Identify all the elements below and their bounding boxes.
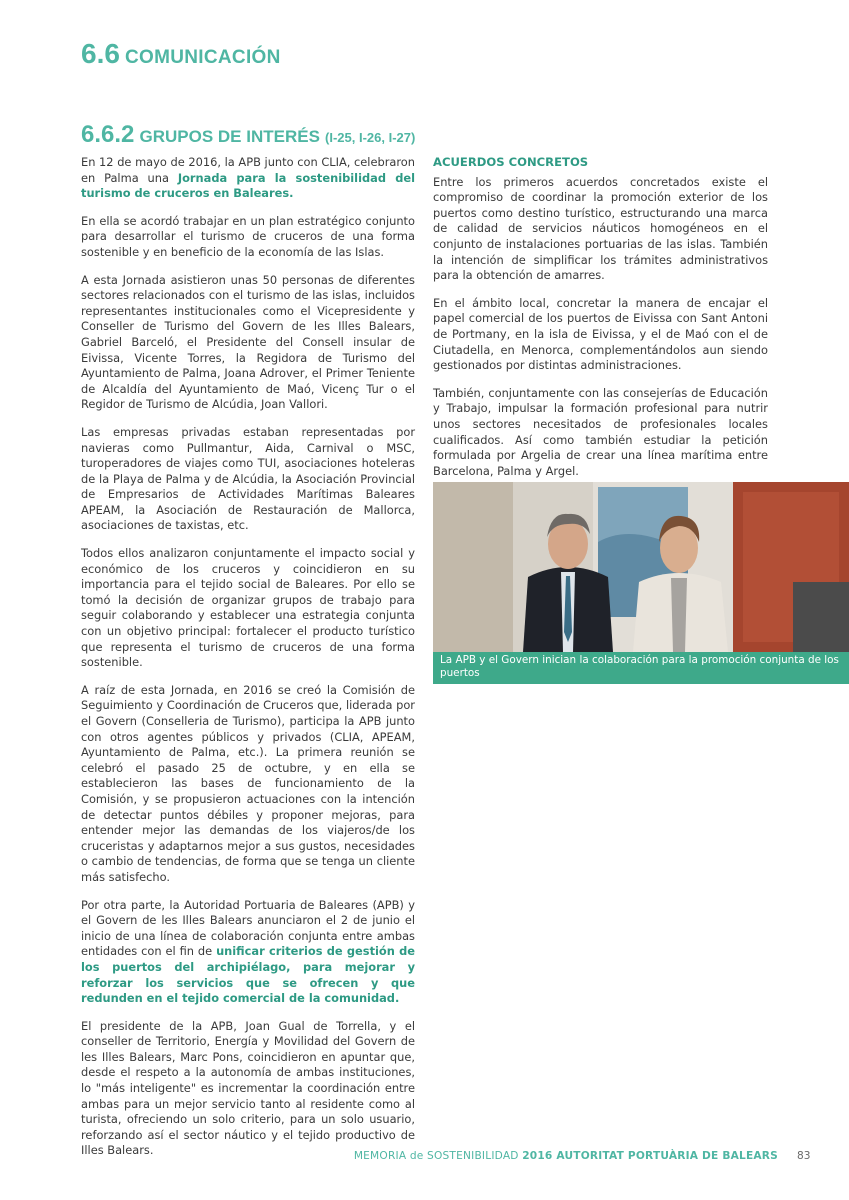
photo-caption: La APB y el Govern inician la colaboración para la promoción conjunta de los puertos [433, 652, 849, 684]
meeting-photo [433, 482, 849, 652]
paragraph-3: A esta Jornada asistieron unas 50 personas de diferentes sectores relacionados con el turismo de las islas, incluidos representantes institucionales como el Vicepresidente y Conseller de Turismo del Govern de les Illes Balears, Gabriel Barceló, el Presidente del Consell insular de Eivissa, Vicente Torres, la Regidora de Turismo del Ayuntamiento de Palma, Joana Adrover, el Primer Teniente de Alcaldía del Ayuntamiento de Maó, Vicenç Tur o el Regidor de Turismo de Alcúdia, Joan Vallori. [81, 272, 415, 412]
paragraph-7 [81, 898, 415, 1007]
paragraph-text: En 12 de mayo de 2016, la APB junto con CLIA, celebraron en Palma una [81, 155, 415, 185]
paragraph-5: Todos ellos analizaron conjuntamente el impacto social y económico de los cruceros y coincidieron en su importancia para el tejido social de Baleares. Por ello se tomó la decisión de organizar grupos de trabajo para seguir colaborando y establecer una estrategia conjunta con un objetivo principal: fortalecer el producto turístico que representa el turismo de cruceros de una forma sostenible. [81, 546, 415, 670]
subsection-refs: (I-25, I-26, I-27) [325, 130, 416, 145]
highlight-text: Jornada para la sostenibilidad del turismo de cruceros en Baleares. [81, 170, 415, 201]
footer [354, 1150, 778, 1162]
subsection-number: 6.6.2 [81, 121, 135, 148]
photo-illustration [433, 482, 849, 652]
paragraph-r1: Entre los primeros acuerdos concretados existe el compromiso de coordinar la promoción exterior de los puertos como destino turístico, estructurando una marca de calidad de servicios náuticos homogéneos en el conjunto de instalaciones portuarias de las islas. También la intención de simplificar los trámites administrativos para la obtención de amarres. [433, 174, 768, 283]
page-number: 83 [797, 1150, 811, 1162]
highlight-text: unificar criterios de gestión de los puertos del archipiélago, para mejorar y reforzar los servicios que se ofrecen y que redunden en el tejido comercial de la comunidad. [81, 944, 415, 1006]
paragraph-text: Por otra parte, la Autoridad Portuaria de Baleares (APB) y el Govern de les Illes Balears anunciaron el 2 de junio el inicio de una línea de colaboración conjunta entre ambas entidades con el fin de [81, 897, 415, 959]
paragraph-8: El presidente de la APB, Joan Gual de Torrella, y el conseller de Territorio, Energía y Movilidad del Govern de les Illes Balears, Marc Pons, coincidieron en apuntar que, desde el respeto a la autonomía de ambas instituciones, lo "más inteligente" es incrementar la coordinación entre ambas para un mejor servicio tanto al residente como al turista, ofreciendo un solo criterio, para un solo usuario, reforzando así el sector náutico y el tejido productivo de Illes Balears. [81, 1018, 415, 1158]
footer-prefix: MEMORIA de SOSTENIBILIDAD [353, 1150, 523, 1162]
paragraph-r2: En el ámbito local, concretar la manera de encajar el papel comercial de los puertos de Eivissa con Sant Antoni de Portmany, en la isla de Eivissa, y el de Maó con el de Ciutadella, en Menorca, complementándolos aun siendo gestionados por distintas administraciones. [433, 295, 768, 373]
right-column [433, 155, 768, 491]
paragraph-2: En ella se acordó trabajar en un plan estratégico conjunto para desarrollar el turismo de cruceros de una forma sostenible y en beneficio de la economía de las Islas. [81, 213, 415, 259]
section-title [81, 38, 281, 70]
paragraph-6: A raíz de esta Jornada, en 2016 se creó la Comisión de Seguimiento y Coordinación de Cruceros que, liderada por el Govern (Conselleria de Turismo), participa la APB junto con otros agentes públicos y privados (CLIA, APEAM, Ayuntamiento de Palma, etc.). La primera reunión se celebró el pasado 25 de octubre, y en ella se establecieron las bases de funcionamiento de la Comisión, y se propusieron actuaciones con la intención de detectar puntos débiles y proponer mejoras, para entender mejor las demandas de los viajeros/de los cruceristas y adaptarnos mejor a sus gustos, necesidades o cambio de tendencias, de forma que se tenga un cliente más satisfecho. [81, 682, 415, 884]
subsection-title [81, 121, 415, 149]
paragraph-4: Las empresas privadas estaban representadas por navieras como Pullmantur, Aida, Carnival o MSC, turoperadores de viajes como TUI, asociaciones hoteleras de la Playa de Palma y de Alcúdia, la Asociación Provincial de Empresarios de Actividades Marítimas Baleares APEAM, la Asociación de Restauración de Mallorca, asociaciones de taxistas, etc. [81, 424, 415, 533]
subsection-heading: GRUPOS DE INTERÉS [139, 127, 320, 146]
acuerdos-heading: ACUERDOS CONCRETOS [433, 155, 589, 169]
section-heading: COMUNICACIÓN [125, 47, 281, 68]
paragraph-1 [81, 155, 415, 202]
section-number: 6.6 [81, 38, 120, 69]
paragraph-r3: También, conjuntamente con las consejerías de Educación y Trabajo, impulsar la formación profesional para nutrir unos sectores necesitados de profesionales locales cualificados. Así como también estudiar la petición formulada por Argelia de crear una línea marítima entre Barcelona, Palma y Argel. [433, 385, 768, 478]
left-column [81, 155, 415, 1171]
footer-bold: 2016 AUTORITAT PORTUÀRIA DE BALEARS [522, 1150, 778, 1162]
